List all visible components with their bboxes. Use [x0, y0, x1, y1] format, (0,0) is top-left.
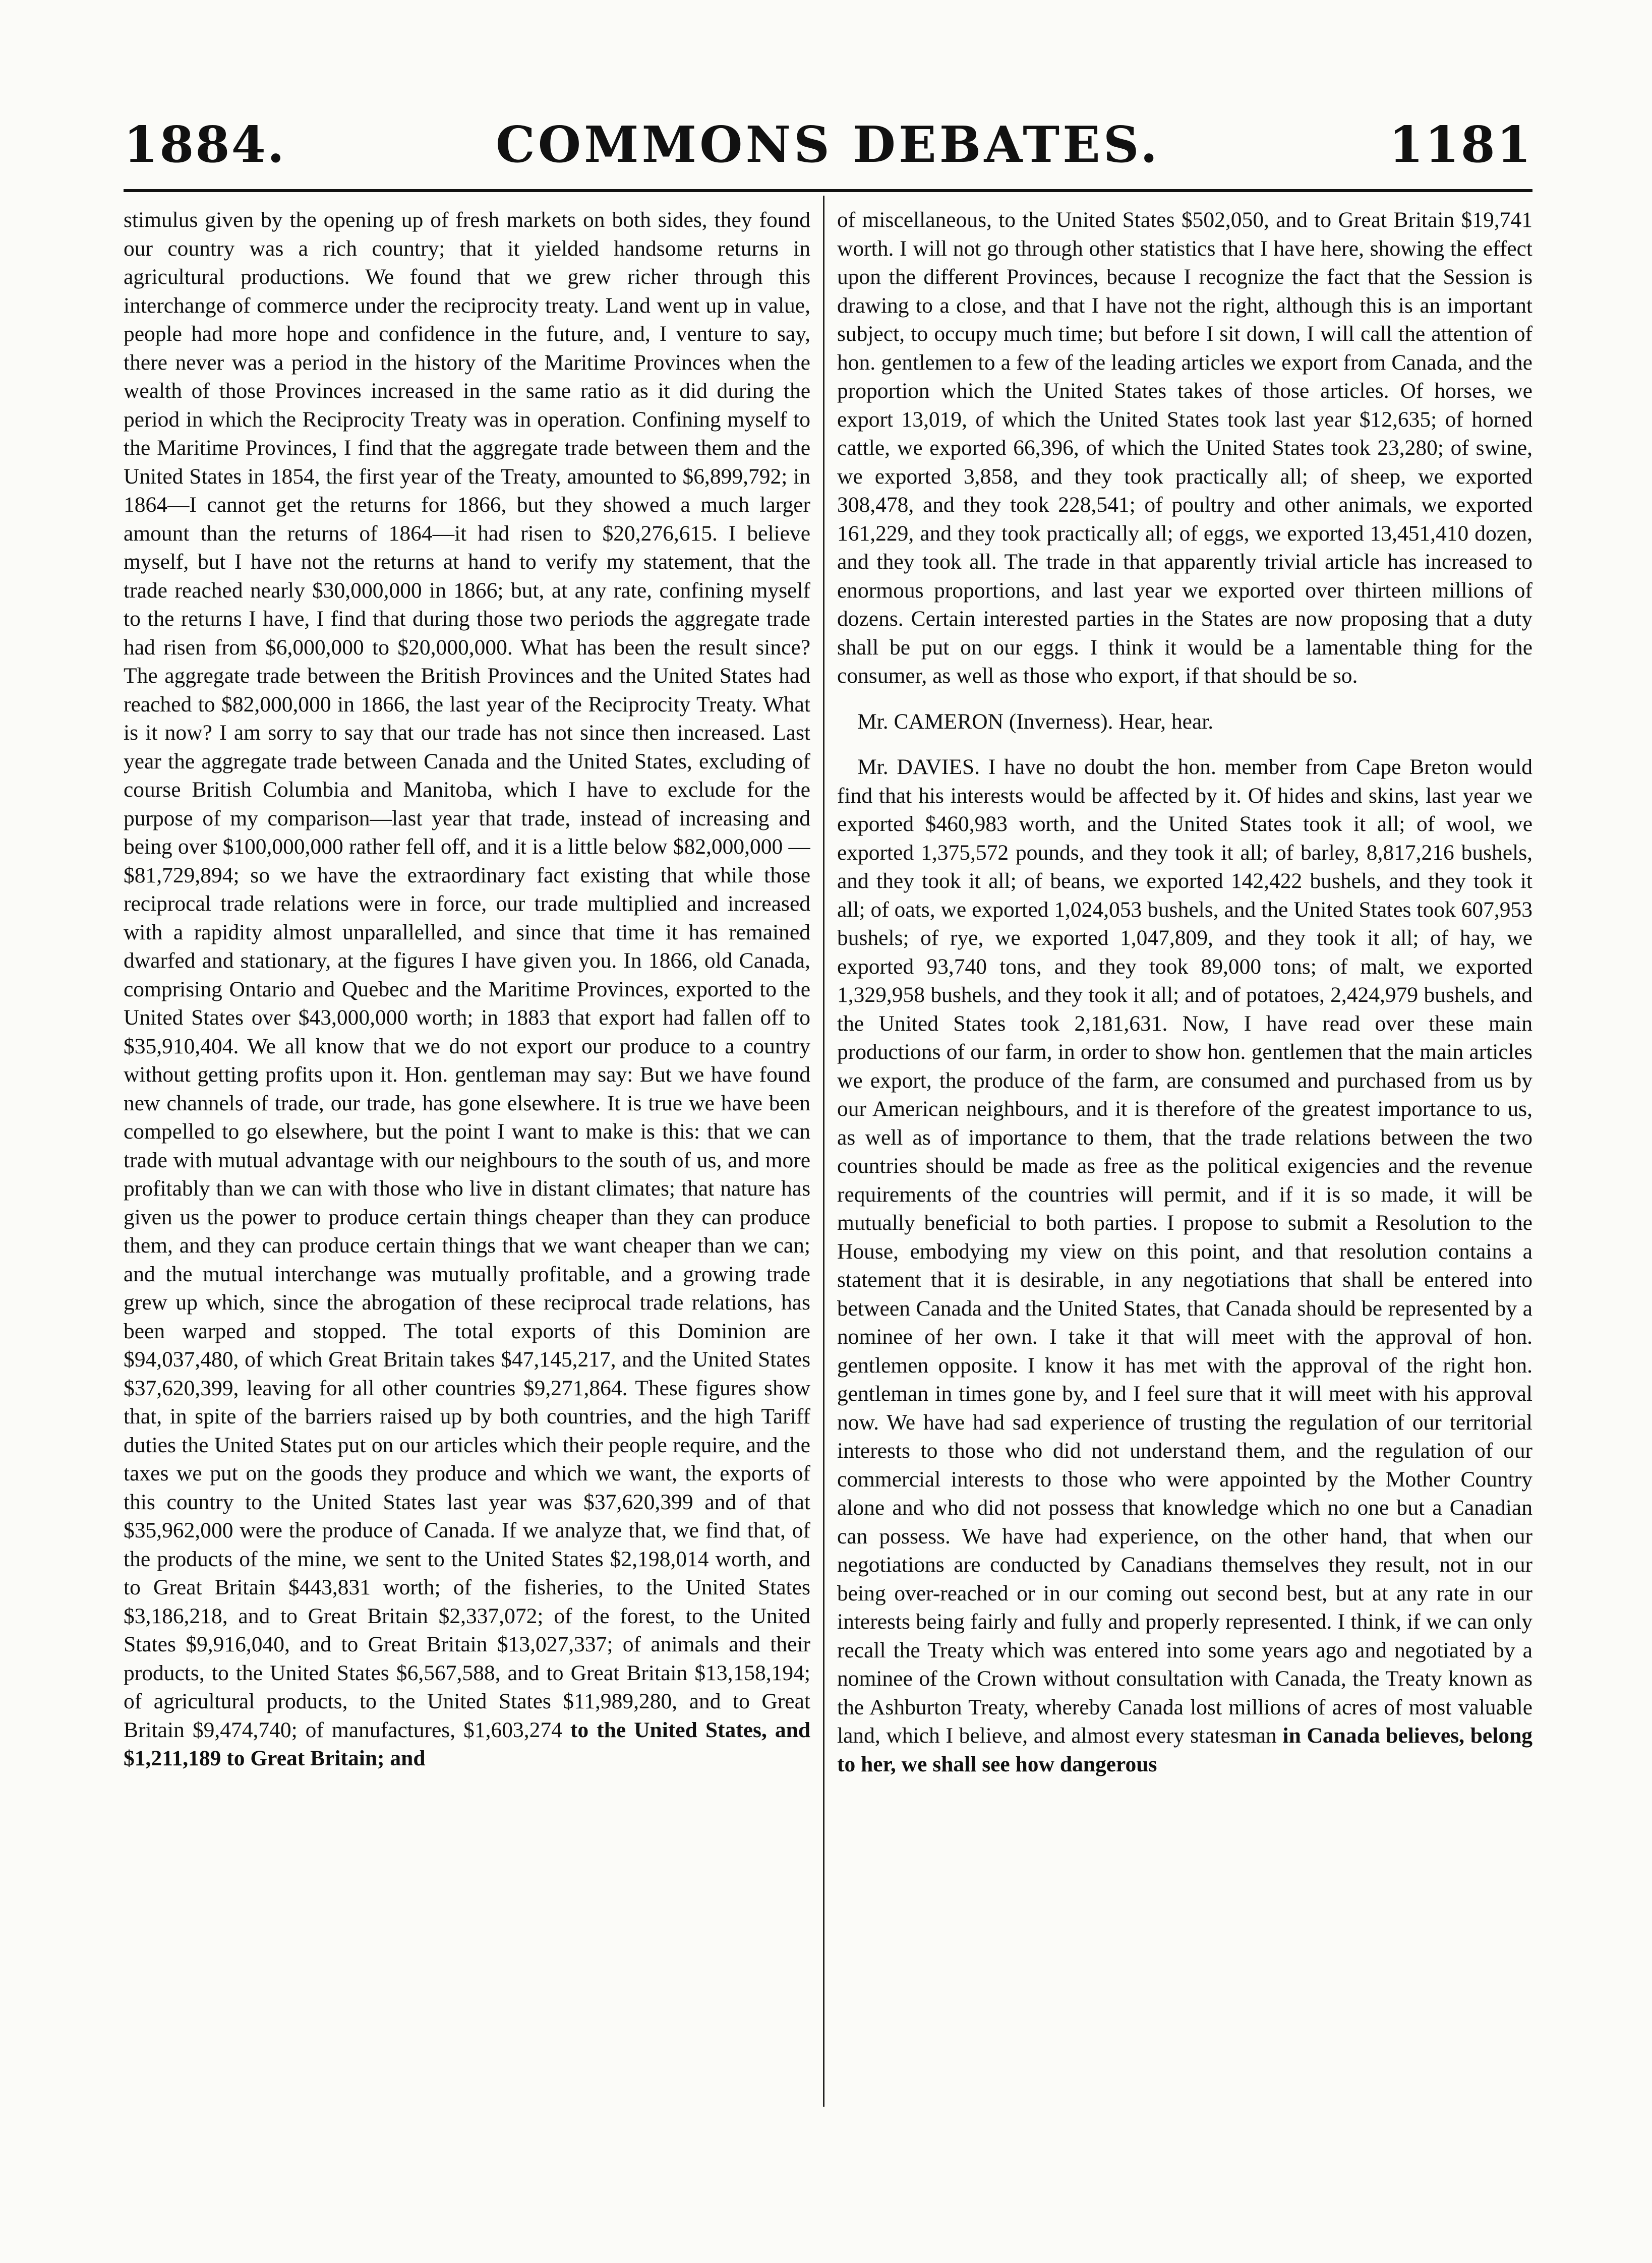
left-paragraph-1-tail: to the United States, and $1,211,189 to Great Britain; and	[124, 1717, 810, 1770]
right-paragraph-3-tail: in Canada believes, belong to her, we shall see how dangerous	[837, 1723, 1532, 1776]
header-year: 1884.	[124, 116, 286, 174]
header-title: COMMONS DEBATES.	[495, 116, 1161, 174]
right-paragraph-1: of miscellaneous, to the United States $502,050, and to Great Britain $19,741 worth. I will not go through other statistics that I have here, showing the effect upon the different Provinces, because I recognize the fact that the Session is drawing to a close, and that I have not the right, although this is an important subject, to occupy much time; but before I sit down, I will call the attention of hon. gentlemen to a few of the leading articles we export from Canada, and the proportion which the United States takes of those articles. Of horses, we export 13,019, of which the United States took last year $12,635; of horned cattle, we exported 66,396, of which the United States took 23,280; of swine, we exported 3,858, and they took practically all; of sheep, we exported 308,478, and they took 228,541; of poultry and other animals, we exported 161,229, and they took practically all; of eggs, we exported 13,451,410 dozen, and they took all. The trade in that apparently trivial article has increased to enormous proportions, and last year we exported over thirteen millions of dozens. Certain interested parties in the States are now proposing that a duty shall be put on our eggs. I think it would be a lamentable thing for the consumer, as well as those who export, if that should be so.	[837, 208, 1532, 688]
left-column	[124, 206, 810, 2107]
right-paragraph-2: Mr. CAMERON (Inverness). Hear, hear.	[857, 709, 1214, 734]
page-header	[124, 115, 1532, 175]
right-column	[837, 206, 1532, 2107]
right-paragraph-3-text: Mr. DAVIES. I have no doubt the hon. member from Cape Breton would find that his interests would be affected by it. Of hides and skins, last year we exported $460,983 worth, and the United States took it all; of wool, we exported 1,375,572 pounds, and they took it all; of barley, 8,817,216 bushels, and they took it all; of beans, we exported 142,422 bushels, and they took it all; of oats, we exported 1,024,053 bushels, and the United States took 607,953 bushels; of rye, we exported 1,047,809, and they took it all; of hay, we exported 93,740 tons, and they took 89,000 tons; of malt, we exported 1,329,958 bushels, and they took it all; and of potatoes, 2,424,979 bushels, and the United States took 2,181,631. Now, I have read over these main productions of our farm, in order to show hon. gentlemen that the main articles we export, the produce of the farm, are consumed and purchased from us by our American neighbours, and it is therefore of the greatest importance to us, as well as of importance to them, that the trade relations between the two countries should be made as free as the political exigencies and the revenue requirements of the countries will permit, and if it is so made, it will be mutually beneficial to both parties. I propose to submit a Resolution to the House, embodying my view on this point, and that resolution contains a statement that it is desirable, in any negotiations that shall be entered into between Canada and the United States, that Canada should be represented by a nominee of her own. I take it that will meet with the approval of hon. gentlemen opposite. I know it has met with the approval of the right hon. gentleman in times gone by, and I feel sure that it will meet with his approval now. We have had sad experience of trusting the regulation of our territorial interests to those who did not understand them, and the regulation of our commercial interests to those who were appointed by the Mother Country alone and who did not possess that knowledge which no one but a Canadian can possess. We have had experience, on the other hand, that when our negotiations are conducted by Canadians themselves they result, not in our being over-reached or in our coming out second best, but at any rate in our interests being fairly and fully and properly represented. I think, if we can only recall the Treaty which was entered into some years ago and negotiated by a nominee of the Crown without consultation with Canada, the Treaty known as the Ashburton Treaty, whereby Canada lost millions of acres of most valuable land, which I believe, and almost every statesman	[837, 755, 1532, 1748]
header-rule	[124, 189, 1532, 192]
left-paragraph-1-text: stimulus given by the opening up of fresh markets on both sides, they found our country was a rich country; that it yielded handsome returns in agricultural productions. We found that we grew richer through this interchange of commerce under the reciprocity treaty. Land went up in value, people had more hope and confidence in the future, and, I venture to say, there never was a period in the history of the Maritime Provinces when the wealth of those Provinces increased in the same ratio as it did during the period in which the Reciprocity Treaty was in operation. Confining myself to the Maritime Provinces, I find that the aggregate trade between them and the United States in 1854, the first year of the Treaty, amounted to $6,899,792; in 1864—I cannot get the returns for 1866, but they showed a much larger amount than the returns of 1864—it had risen to $20,276,615. I believe myself, but I have not the returns at hand to verify my statement, that the trade reached nearly $30,000,000 in 1866; but, at any rate, confining myself to the returns I have, I find that during those two periods the aggregate trade had risen from $6,000,000 to $20,000,000. What has been the result since? The aggregate trade between the British Provinces and the United States had reached to $82,000,000 in 1866, the last year of the Reciprocity Treaty. What is it now? I am sorry to say that our trade has not since then increased. Last year the aggregate trade between Canada and the United States, excluding of course British Columbia and Manitoba, which I have to exclude for the purpose of my comparison—last year that trade, instead of increasing and being over $100,000,000 rather fell off, and it is a little below $82,000,000 —$81,729,894; so we have the extraordinary fact existing that while those reciprocal trade relations were in force, our trade multiplied and increased with a rapidity almost unparallelled, and since that time it has remained dwarfed and stationary, at the figures I have given you. In 1866, old Canada, comprising Ontario and Quebec and the Maritime Provinces, exported to the United States over $43,000,000 worth; in 1883 that export had fallen off to $35,910,404. We all know that we do not export our produce to a country without getting profits upon it. Hon. gentleman may say: But we have found new channels of trade, our trade, has gone elsewhere. It is true we have been compelled to go elsewhere, but the point I want to make is this: that we can trade with mutual advantage with our neighbours to the south of us, and more profitably than we can with those who live in distant climates; that nature has given us the power to produce certain things cheaper than they can produce them, and they can produce certain things that we want cheaper than we can; and the mutual interchange was mutually profitable, and a growing trade grew up which, since the abrogation of these reciprocal trade relations, has been warped and stopped. The total exports of this Dominion are $94,037,480, of which Great Britain takes $47,145,217, and the United States $37,620,399, leaving for all other countries $9,271,864. These figures show that, in spite of the barriers raised up by both countries, and the high Tariff duties the United States put on our articles which their people require, and the taxes we put on the goods they produce and which we want, the exports of this country to the United States last year was $37,620,399 and of that $35,962,000 were the produce of Canada. If we analyze that, we find that, of the products of the mine, we sent to the United States $2,198,014 worth, and to Great Britain $443,831 worth; of the fisheries, to the United States $3,186,218, and to Great Britain $2,337,072; of the forest, to the United States $9,916,040, and to Great Britain $13,027,337; of animals and their products, to the United States $6,567,588, and to Great Britain $13,158,194; of agricultural products, to the United States $11,989,280, and to Great Britain $9,474,740; of manufactures, $1,603,274	[124, 208, 810, 1742]
right-paragraph-3	[837, 753, 1532, 1778]
header-page-number: 1181	[1389, 116, 1532, 174]
column-divider	[823, 196, 824, 2107]
left-paragraph-1	[124, 206, 810, 1773]
